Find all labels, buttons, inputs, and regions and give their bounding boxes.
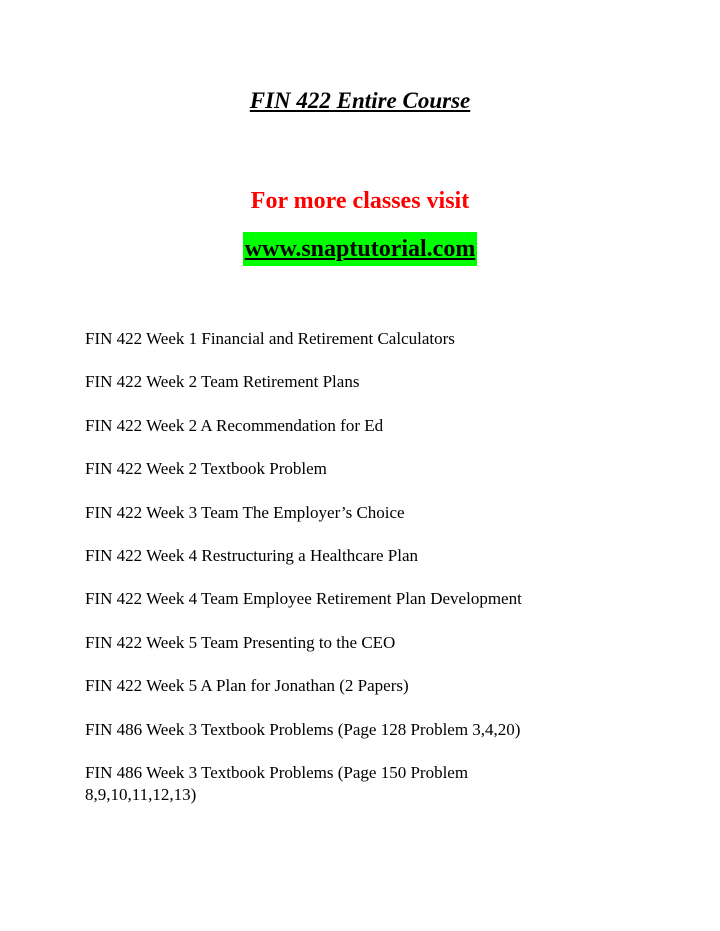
list-item: FIN 422 Week 2 Team Retirement Plans	[85, 372, 360, 392]
list-item: FIN 486 Week 3 Textbook Problems (Page 128 Problem 3,4,20)	[85, 719, 521, 739]
list-item: FIN 422 Week 2 A Recommendation for Ed	[85, 415, 384, 435]
list-item: FIN 422 Week 1 Financial and Retirement Calculators	[85, 329, 455, 348]
list-item: FIN 422 Week 2 Textbook Problem	[85, 459, 327, 479]
list-item: FIN 422 Week 5 Team Presenting to the CEO	[85, 632, 396, 652]
website-link[interactable]: www.snaptutorial.com	[243, 232, 478, 266]
list-item: FIN 422 Week 3 Team The Employer’s Choice	[85, 502, 405, 522]
list-item: FIN 422 Week 4 Restructuring a Healthcare Plan	[85, 545, 419, 565]
document-title: FIN 422 Entire Course	[249, 88, 471, 113]
promo-text: For more classes visit	[250, 188, 470, 214]
list-item: FIN 486 Week 3 Textbook Problems (Page 150 Problem 8,9,10,11,12,13)	[85, 762, 469, 804]
list-item: FIN 422 Week 5 A Plan for Jonathan (2 Papers)	[85, 676, 409, 696]
course-list	[85, 328, 605, 827]
list-item: FIN 422 Week 4 Team Employee Retirement Plan Development	[85, 589, 522, 609]
link-container	[0, 232, 720, 269]
